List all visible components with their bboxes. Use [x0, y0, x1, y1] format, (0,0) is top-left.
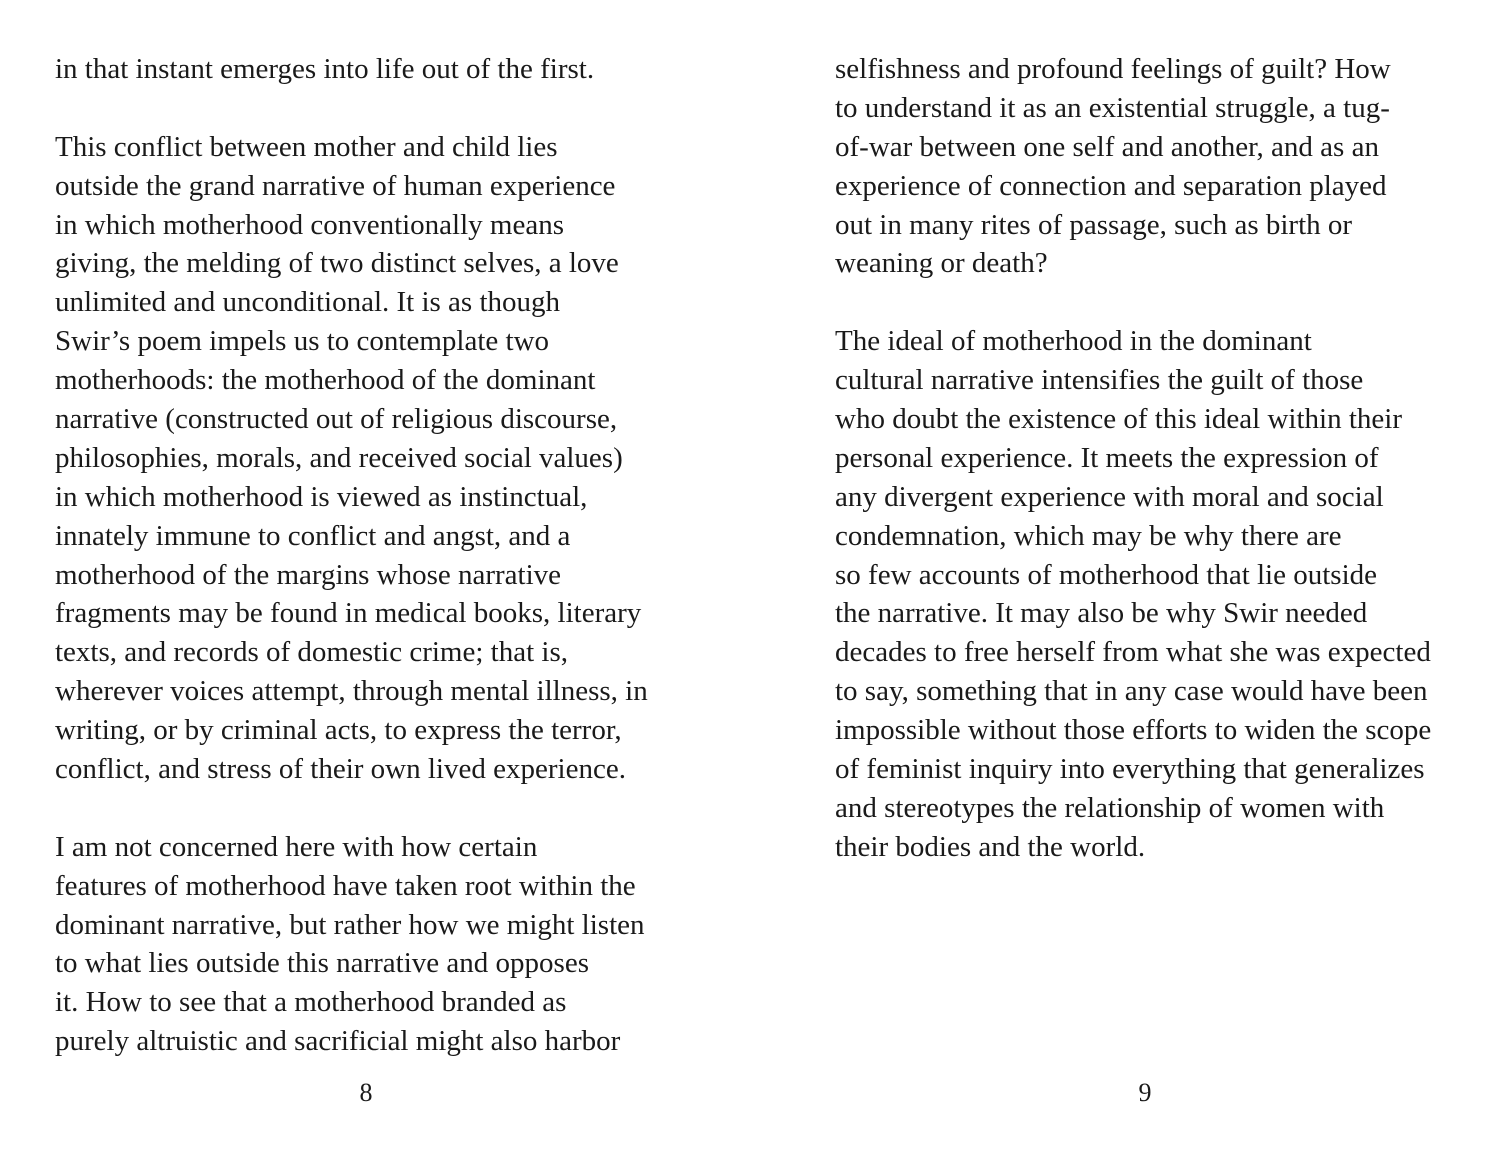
text-line: The ideal of motherhood in the dominant — [835, 325, 1312, 358]
text-line: weaning or death? — [835, 247, 1048, 280]
text-line: personal experience. It meets the expression of — [835, 441, 1379, 474]
text-line: in that instant emerges into life out of the first. — [55, 53, 595, 85]
text-line: of-war between one self and another, and as an — [835, 130, 1379, 163]
text-line: decades to free herself from what she was expected — [835, 636, 1431, 669]
text-line: and stereotypes the relationship of women with — [835, 791, 1385, 824]
text-line: dominant narrative, but rather how we might listen — [55, 908, 645, 941]
text-line: to say, something that in any case would have been — [835, 675, 1428, 708]
text-line: motherhood of the margins whose narrative — [55, 558, 562, 591]
paragraph-break — [55, 789, 648, 828]
text-line: the narrative. It may also be why Swir needed — [835, 597, 1368, 630]
text-line: unlimited and unconditional. It is as though — [55, 286, 561, 319]
page-number-right: 9 — [1138, 1078, 1152, 1107]
text-line: wherever voices attempt, through mental illness, in — [55, 675, 648, 708]
text-line: purely altruistic and sacrificial might also harbor — [55, 1025, 621, 1058]
text-line: their bodies and the world. — [835, 830, 1146, 863]
text-line: innately immune to conflict and angst, and a — [55, 519, 571, 552]
text-line: features of motherhood have taken root within the — [55, 869, 636, 902]
text-line: experience of connection and separation played — [835, 169, 1387, 202]
text-line: of feminist inquiry into everything that generalizes — [835, 753, 1425, 786]
text-line: to what lies outside this narrative and opposes — [55, 947, 589, 980]
text-line: I am not concerned here with how certain — [55, 830, 538, 863]
text-line: in which motherhood is viewed as instinctual, — [55, 480, 588, 513]
page-number-left: 8 — [359, 1078, 373, 1107]
text-line: selfishness and profound feelings of guilt? How — [835, 53, 1391, 85]
text-line: cultural narrative intensifies the guilt of those — [835, 364, 1364, 397]
text-line: it. How to see that a motherhood branded as — [55, 986, 567, 1019]
text-line: narrative (constructed out of religious discourse, — [55, 403, 618, 436]
text-line: Swir’s poem impels us to contemplate two — [55, 325, 550, 358]
text-line: motherhoods: the motherhood of the dominant — [55, 364, 596, 397]
text-line: outside the grand narrative of human experience — [55, 169, 616, 202]
left-page-body — [55, 50, 648, 1061]
text-line: in which motherhood conventionally means — [55, 208, 565, 241]
paragraph-break — [55, 89, 648, 128]
text-line: philosophies, morals, and received social values) — [55, 441, 623, 474]
text-line: texts, and records of domestic crime; that is, — [55, 636, 568, 669]
text-line: impossible without those efforts to widen the scope — [835, 714, 1432, 747]
text-line: This conflict between mother and child lies — [55, 130, 558, 163]
right-page-body — [835, 50, 1431, 867]
text-line: who doubt the existence of this ideal within their — [835, 403, 1402, 436]
text-line: fragments may be found in medical books, literary — [55, 597, 642, 630]
text-line: conflict, and stress of their own lived experience. — [55, 753, 626, 786]
text-line: writing, or by criminal acts, to express the terror, — [55, 714, 622, 747]
paragraph-break — [835, 283, 1431, 322]
text-line: condemnation, which may be why there are — [835, 519, 1342, 552]
text-line: out in many rites of passage, such as birth or — [835, 208, 1353, 241]
text-line: any divergent experience with moral and social — [835, 480, 1384, 513]
text-line: to understand it as an existential struggle, a tug- — [835, 91, 1390, 124]
text-line: so few accounts of motherhood that lie outside — [835, 558, 1378, 591]
text-line: giving, the melding of two distinct selves, a love — [55, 247, 619, 280]
